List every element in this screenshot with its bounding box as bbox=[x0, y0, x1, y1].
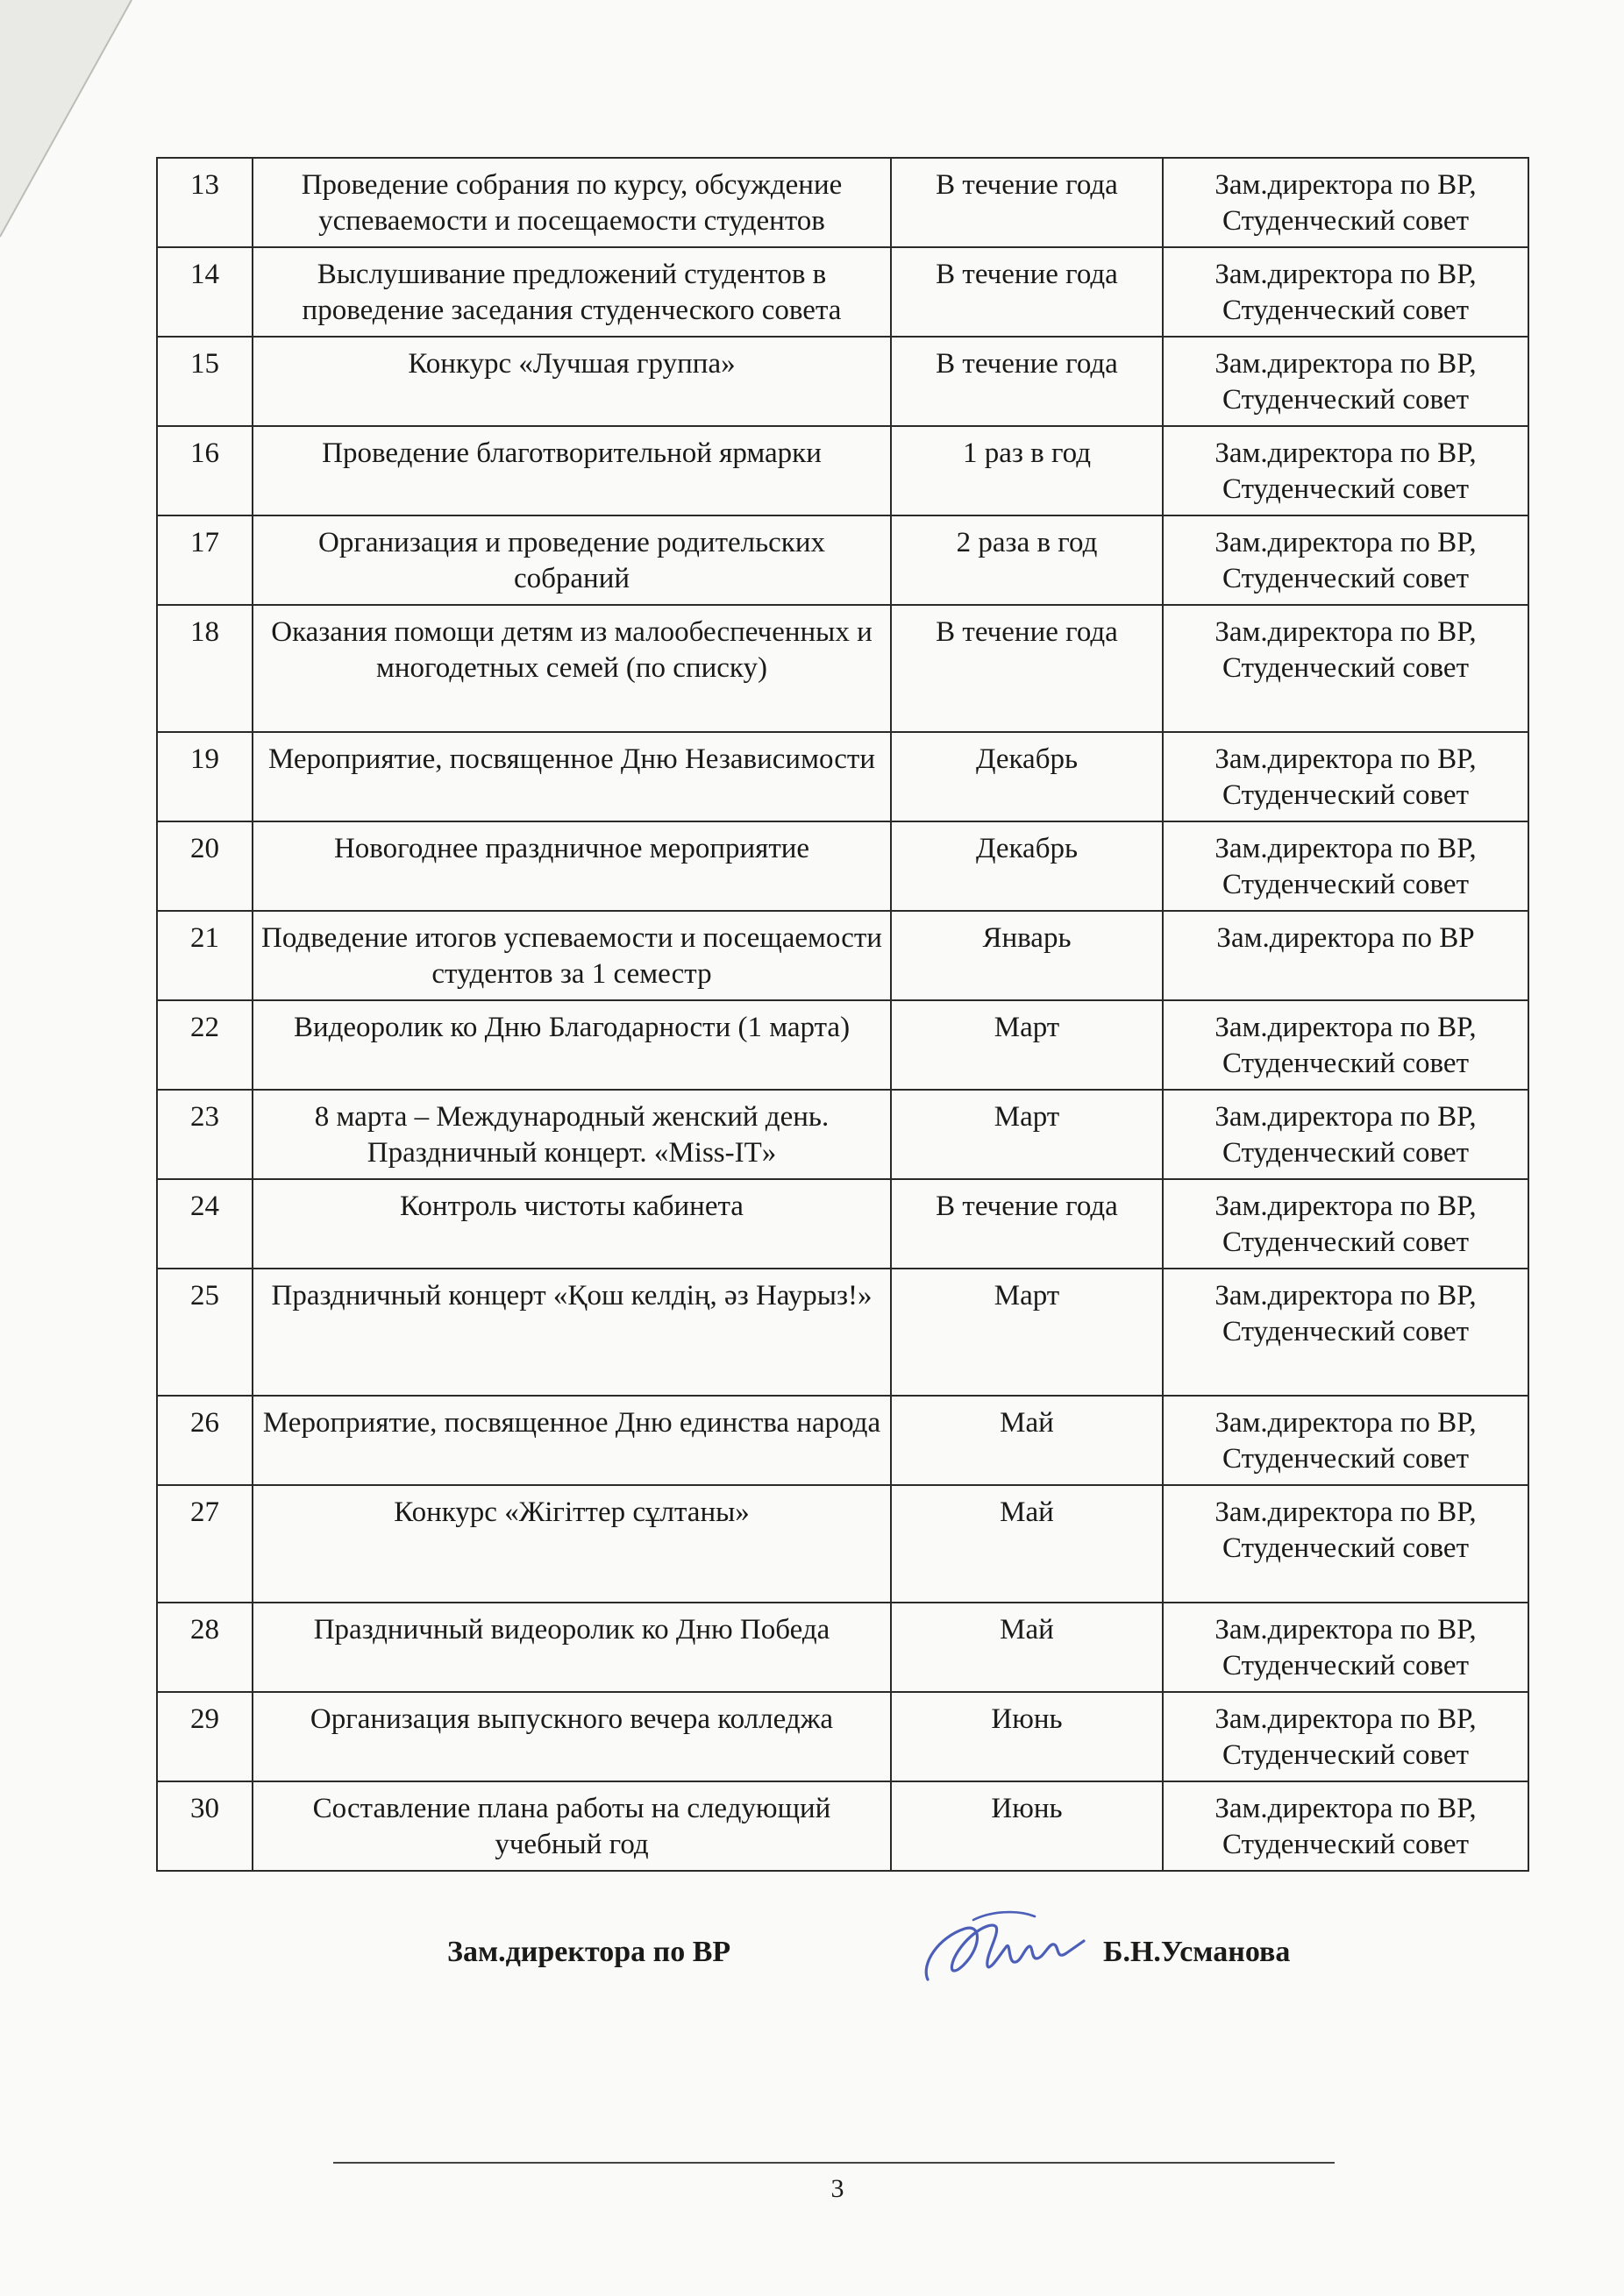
row-number: 21 bbox=[157, 911, 253, 1000]
row-number: 18 bbox=[157, 605, 253, 732]
event-cell: Праздничный концерт «Қош келдің, әз Наурыз!» bbox=[253, 1269, 891, 1396]
term-cell: Декабрь bbox=[891, 821, 1163, 911]
table-row bbox=[157, 1269, 1528, 1396]
table-row bbox=[157, 1396, 1528, 1485]
table-row bbox=[157, 911, 1528, 1000]
event-cell: Подведение итогов успеваемости и посещаемости студентов за 1 семестр bbox=[253, 911, 891, 1000]
responsible-cell: Зам.директора по ВР, Студенческий совет bbox=[1163, 1781, 1528, 1871]
table-row bbox=[157, 426, 1528, 515]
event-cell: Организация выпускного вечера колледжа bbox=[253, 1692, 891, 1781]
responsible-cell: Зам.директора по ВР, Студенческий совет bbox=[1163, 247, 1528, 337]
event-cell: Организация и проведение родительских собраний bbox=[253, 515, 891, 605]
row-number: 13 bbox=[157, 158, 253, 247]
responsible-cell: Зам.директора по ВР, Студенческий совет bbox=[1163, 158, 1528, 247]
row-number: 15 bbox=[157, 337, 253, 426]
table-row bbox=[157, 732, 1528, 821]
signatory-name: Б.Н.Усманова bbox=[1103, 1936, 1291, 1968]
row-number: 22 bbox=[157, 1000, 253, 1090]
table-row bbox=[157, 821, 1528, 911]
table-row bbox=[157, 605, 1528, 732]
term-cell: Июнь bbox=[891, 1781, 1163, 1871]
event-cell: Мероприятие, посвященное Дню Независимости bbox=[253, 732, 891, 821]
responsible-cell: Зам.директора по ВР, Студенческий совет bbox=[1163, 732, 1528, 821]
term-cell: Май bbox=[891, 1396, 1163, 1485]
term-cell: Май bbox=[891, 1603, 1163, 1692]
event-cell: Новогоднее праздничное мероприятие bbox=[253, 821, 891, 911]
responsible-cell: Зам.директора по ВР, Студенческий совет bbox=[1163, 1000, 1528, 1090]
table-row bbox=[157, 1603, 1528, 1692]
term-cell: Июнь bbox=[891, 1692, 1163, 1781]
table-row bbox=[157, 247, 1528, 337]
term-cell: В течение года bbox=[891, 1179, 1163, 1269]
handwritten-signature bbox=[912, 1902, 1087, 1999]
event-cell: Видеоролик ко Дню Благодарности (1 марта) bbox=[253, 1000, 891, 1090]
table-row bbox=[157, 158, 1528, 247]
table-row bbox=[157, 1000, 1528, 1090]
term-cell: Январь bbox=[891, 911, 1163, 1000]
event-cell: Выслушивание предложений студентов в проведение заседания студенческого совета bbox=[253, 247, 891, 337]
responsible-cell: Зам.директора по ВР, Студенческий совет bbox=[1163, 1090, 1528, 1179]
event-cell: Праздничный видеоролик ко Дню Победа bbox=[253, 1603, 891, 1692]
table-row bbox=[157, 337, 1528, 426]
term-cell: Март bbox=[891, 1000, 1163, 1090]
responsible-cell: Зам.директора по ВР, Студенческий совет bbox=[1163, 1269, 1528, 1396]
table-row bbox=[157, 1090, 1528, 1179]
row-number: 27 bbox=[157, 1485, 253, 1603]
row-number: 14 bbox=[157, 247, 253, 337]
events-plan-table-body bbox=[157, 158, 1528, 1871]
row-number: 16 bbox=[157, 426, 253, 515]
footer-divider bbox=[333, 2162, 1335, 2164]
responsible-cell: Зам.директора по ВР, Студенческий совет bbox=[1163, 515, 1528, 605]
event-cell: Мероприятие, посвященное Дню единства народа bbox=[253, 1396, 891, 1485]
scan-corner-artifact bbox=[0, 0, 140, 263]
row-number: 20 bbox=[157, 821, 253, 911]
responsible-cell: Зам.директора по ВР, Студенческий совет bbox=[1163, 1603, 1528, 1692]
responsible-cell: Зам.директора по ВР bbox=[1163, 911, 1528, 1000]
responsible-cell: Зам.директора по ВР, Студенческий совет bbox=[1163, 1692, 1528, 1781]
term-cell: Март bbox=[891, 1090, 1163, 1179]
event-cell: Проведение благотворительной ярмарки bbox=[253, 426, 891, 515]
row-number: 30 bbox=[157, 1781, 253, 1871]
table-row bbox=[157, 1781, 1528, 1871]
table-row bbox=[157, 1485, 1528, 1603]
event-cell: 8 марта – Международный женский день. Праздничный концерт. «Miss-IT» bbox=[253, 1090, 891, 1179]
responsible-cell: Зам.директора по ВР, Студенческий совет bbox=[1163, 337, 1528, 426]
event-cell: Оказания помощи детям из малообеспеченных и многодетных семей (по списку) bbox=[253, 605, 891, 732]
row-number: 29 bbox=[157, 1692, 253, 1781]
event-cell: Конкурс «Лучшая группа» bbox=[253, 337, 891, 426]
row-number: 28 bbox=[157, 1603, 253, 1692]
term-cell: Май bbox=[891, 1485, 1163, 1603]
responsible-cell: Зам.директора по ВР, Студенческий совет bbox=[1163, 1485, 1528, 1603]
term-cell: В течение года bbox=[891, 605, 1163, 732]
responsible-cell: Зам.директора по ВР, Студенческий совет bbox=[1163, 426, 1528, 515]
row-number: 23 bbox=[157, 1090, 253, 1179]
term-cell: 2 раза в год bbox=[891, 515, 1163, 605]
row-number: 19 bbox=[157, 732, 253, 821]
table-row bbox=[157, 515, 1528, 605]
row-number: 24 bbox=[157, 1179, 253, 1269]
term-cell: В течение года bbox=[891, 158, 1163, 247]
event-cell: Составление плана работы на следующий учебный год bbox=[253, 1781, 891, 1871]
term-cell: Март bbox=[891, 1269, 1163, 1396]
term-cell: В течение года bbox=[891, 337, 1163, 426]
term-cell: Декабрь bbox=[891, 732, 1163, 821]
table-row bbox=[157, 1692, 1528, 1781]
responsible-cell: Зам.директора по ВР, Студенческий совет bbox=[1163, 605, 1528, 732]
responsible-cell: Зам.директора по ВР, Студенческий совет bbox=[1163, 821, 1528, 911]
events-plan-table bbox=[156, 157, 1529, 1872]
responsible-cell: Зам.директора по ВР, Студенческий совет bbox=[1163, 1179, 1528, 1269]
term-cell: В течение года bbox=[891, 247, 1163, 337]
term-cell: 1 раз в год bbox=[891, 426, 1163, 515]
event-cell: Проведение собрания по курсу, обсуждение успеваемости и посещаемости студентов bbox=[253, 158, 891, 247]
responsible-cell: Зам.директора по ВР, Студенческий совет bbox=[1163, 1396, 1528, 1485]
page-number: 3 bbox=[830, 2174, 844, 2203]
table-row bbox=[157, 1179, 1528, 1269]
row-number: 17 bbox=[157, 515, 253, 605]
row-number: 26 bbox=[157, 1396, 253, 1485]
event-cell: Конкурс «Жігіттер сұлтаны» bbox=[253, 1485, 891, 1603]
row-number: 25 bbox=[157, 1269, 253, 1396]
event-cell: Контроль чистоты кабинета bbox=[253, 1179, 891, 1269]
signatory-position: Зам.директора по ВР bbox=[447, 1936, 731, 1968]
